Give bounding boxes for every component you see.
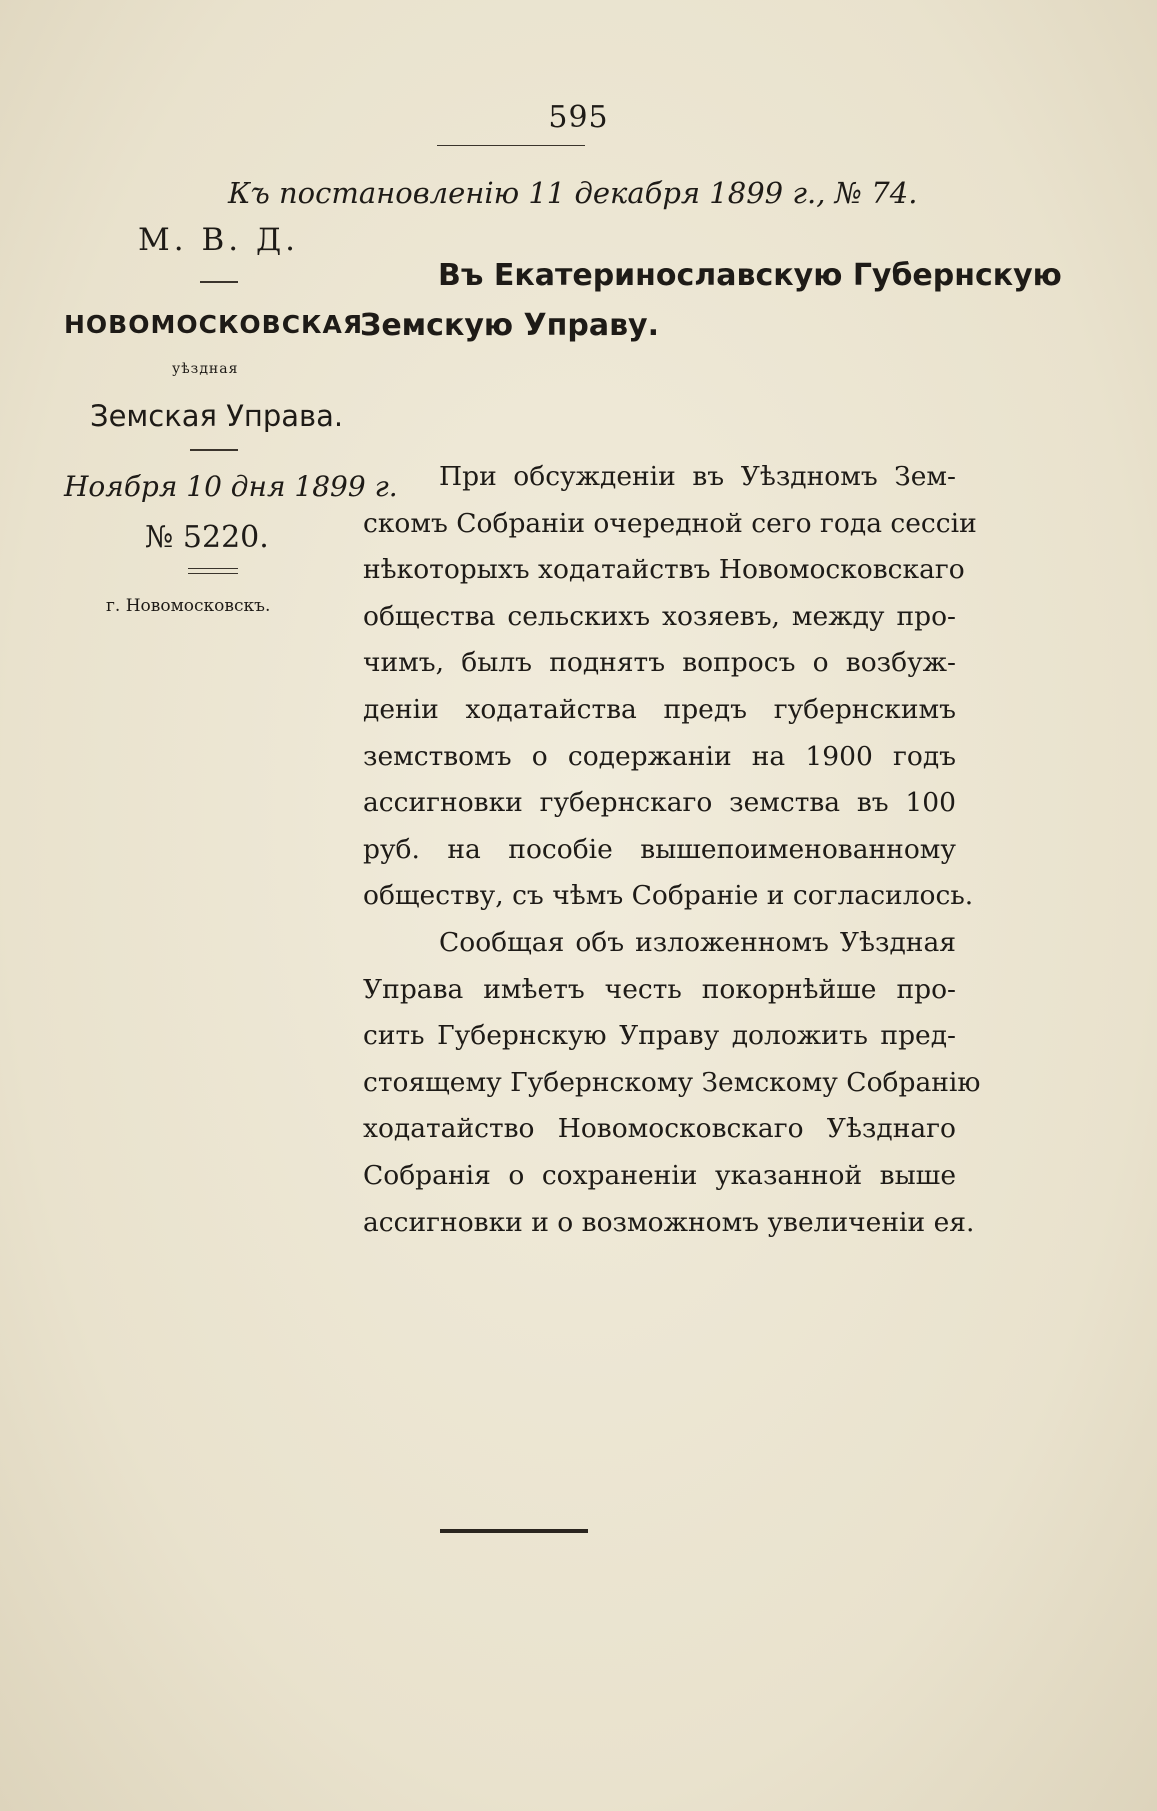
body-line: общества сельскихъ хозяевъ, между про- (363, 600, 956, 632)
sender-stamp-name: НОВОМОСКОВСКАЯ (64, 310, 364, 339)
city-label: г. Новомосковскъ. (106, 596, 271, 616)
body-line: обществу, съ чѣмъ Собраніе и согласилось. (363, 880, 974, 912)
body-line: Управа имѣетъ честь покорнѣйше про- (363, 973, 956, 1005)
letter-body (363, 454, 981, 1246)
body-line: При обсужденіи въ Уѣздномъ Зем- (439, 461, 956, 492)
body-line: стоящему Губернскому Земскому Собранію (363, 1066, 981, 1098)
separator-dash (190, 449, 238, 451)
body-line: ходатайство Новомосковскаго Уѣзднаго (363, 1113, 956, 1145)
double-rule (188, 568, 238, 574)
header-rule (437, 145, 585, 146)
body-line: чимъ, былъ поднятъ вопросъ о возбуж- (363, 647, 956, 679)
addressee-line-1: Въ Екатеринославскую Губернскую (438, 258, 1062, 293)
ministry-label: М. В. Д. (138, 222, 299, 258)
letter-date: Ноября 10 дня 1899 г. (64, 470, 398, 503)
body-line: Сообщая объ изложенномъ Уѣздная (439, 926, 956, 958)
closing-rule (440, 1529, 588, 1533)
resolution-reference: Къ постановленію 11 декабря 1899 г., № 74. (228, 176, 918, 210)
body-line: скомъ Собраніи очередной сего года сессіи (363, 507, 977, 539)
page-number: 595 (548, 100, 609, 135)
body-line: сить Губернскую Управу доложить пред- (363, 1020, 956, 1052)
body-line: ассигновки губернскаго земства въ 100 (363, 787, 956, 819)
body-line: деніи ходатайства предъ губернскимъ (363, 693, 956, 725)
sender-office: Земская Управа. (90, 399, 344, 433)
body-line: земствомъ о содержаніи на 1900 годъ (363, 740, 956, 772)
body-line: нѣкоторыхъ ходатайствъ Новомосковскаго (363, 554, 965, 586)
separator-dash (200, 281, 238, 283)
addressee-line-2: Земскую Управу. (360, 308, 660, 343)
sender-type: уѣздная (172, 361, 239, 377)
body-line: ассигновки и о возможномъ увеличеніи ея. (363, 1206, 975, 1238)
body-line: Собранія о сохраненіи указанной выше (363, 1159, 956, 1191)
letter-number: № 5220. (145, 520, 269, 555)
body-line: руб. на пособіе вышепоименованному (363, 833, 956, 865)
